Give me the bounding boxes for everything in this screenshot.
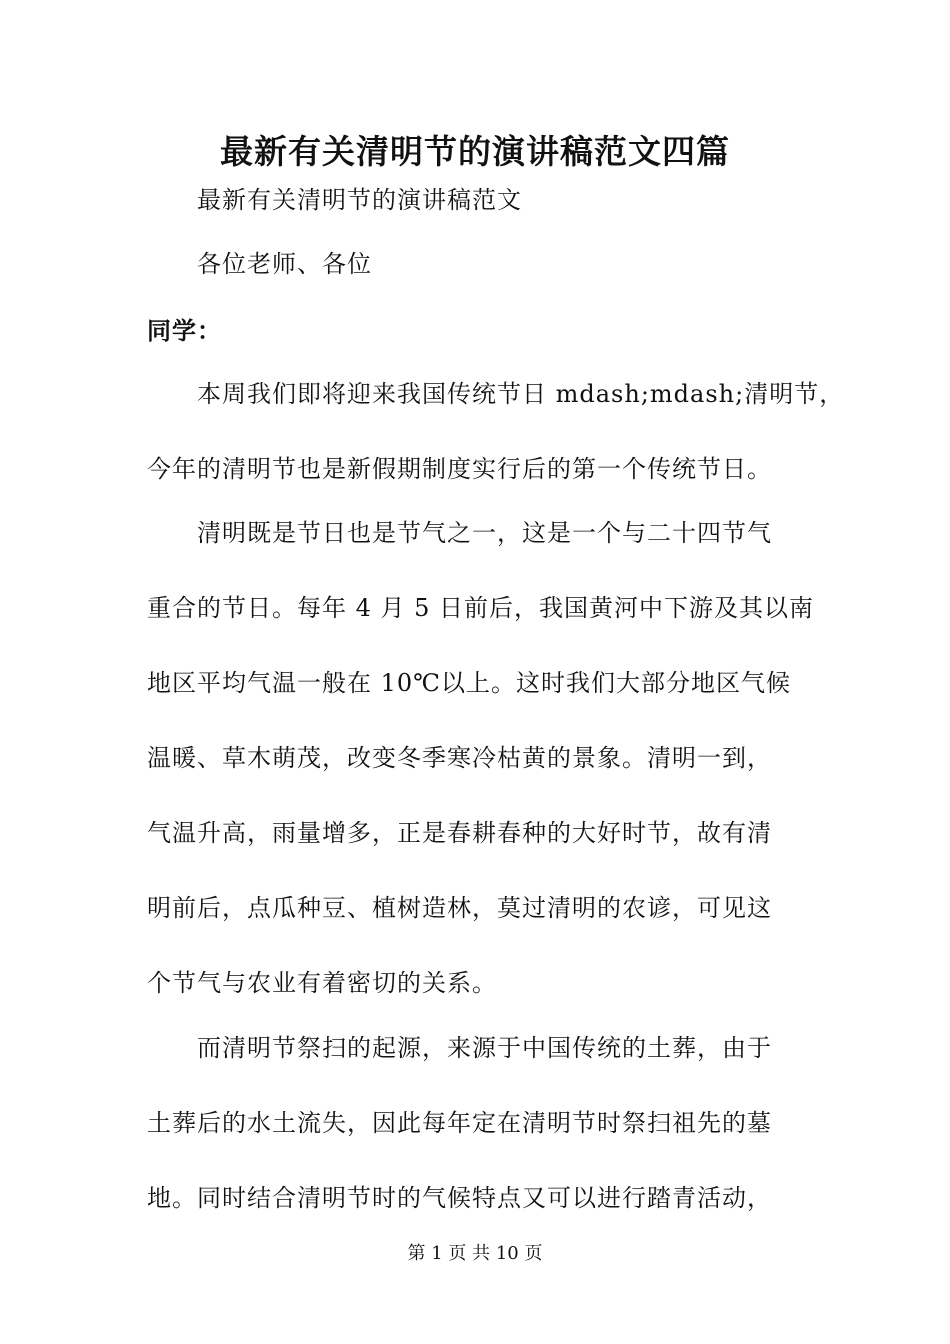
- paragraph-line: 重合的节日。每年 4 月 5 日前后，我国黄河中下游及其以南: [147, 594, 815, 622]
- paragraph-line: 温暖、草木萌茂，改变冬季寒冷枯黄的景象。清明一到，: [147, 744, 772, 772]
- paragraph-line: 气温升高，雨量增多，正是春耕春种的大好时节，故有清: [147, 819, 772, 847]
- paragraph-line: 而清明节祭扫的起源，来源于中国传统的土葬，由于: [197, 1034, 772, 1062]
- paragraph-line: 土葬后的水土流失，因此每年定在清明节时祭扫祖先的墓: [147, 1109, 772, 1137]
- paragraph-line: 今年的清明节也是新假期制度实行后的第一个传统节日。: [147, 455, 772, 483]
- greeting-line: 各位老师、各位: [197, 250, 372, 278]
- paragraph-line: 清明既是节日也是节气之一，这是一个与二十四节气: [197, 519, 772, 547]
- greeting-line-continued: 同学：: [147, 316, 222, 345]
- paragraph-line: 地区平均气温一般在 10℃以上。这时我们大部分地区气候: [147, 669, 792, 697]
- paragraph-line: 明前后，点瓜种豆、植树造林，莫过清明的农谚，可见这: [147, 894, 772, 922]
- paragraph-line: 个节气与农业有着密切的关系。: [147, 969, 497, 997]
- paragraph-line: 地。同时结合清明节时的气候特点又可以进行踏青活动，: [147, 1184, 772, 1212]
- document-subtitle: 最新有关清明节的演讲稿范文: [197, 186, 522, 214]
- paragraph-line: 本周我们即将迎来我国传统节日 mdash;mdash;清明节，: [197, 380, 845, 408]
- page-footer: 第 1 页 共 10 页: [407, 1243, 543, 1264]
- document-title: 最新有关清明节的演讲稿范文四篇: [220, 132, 730, 171]
